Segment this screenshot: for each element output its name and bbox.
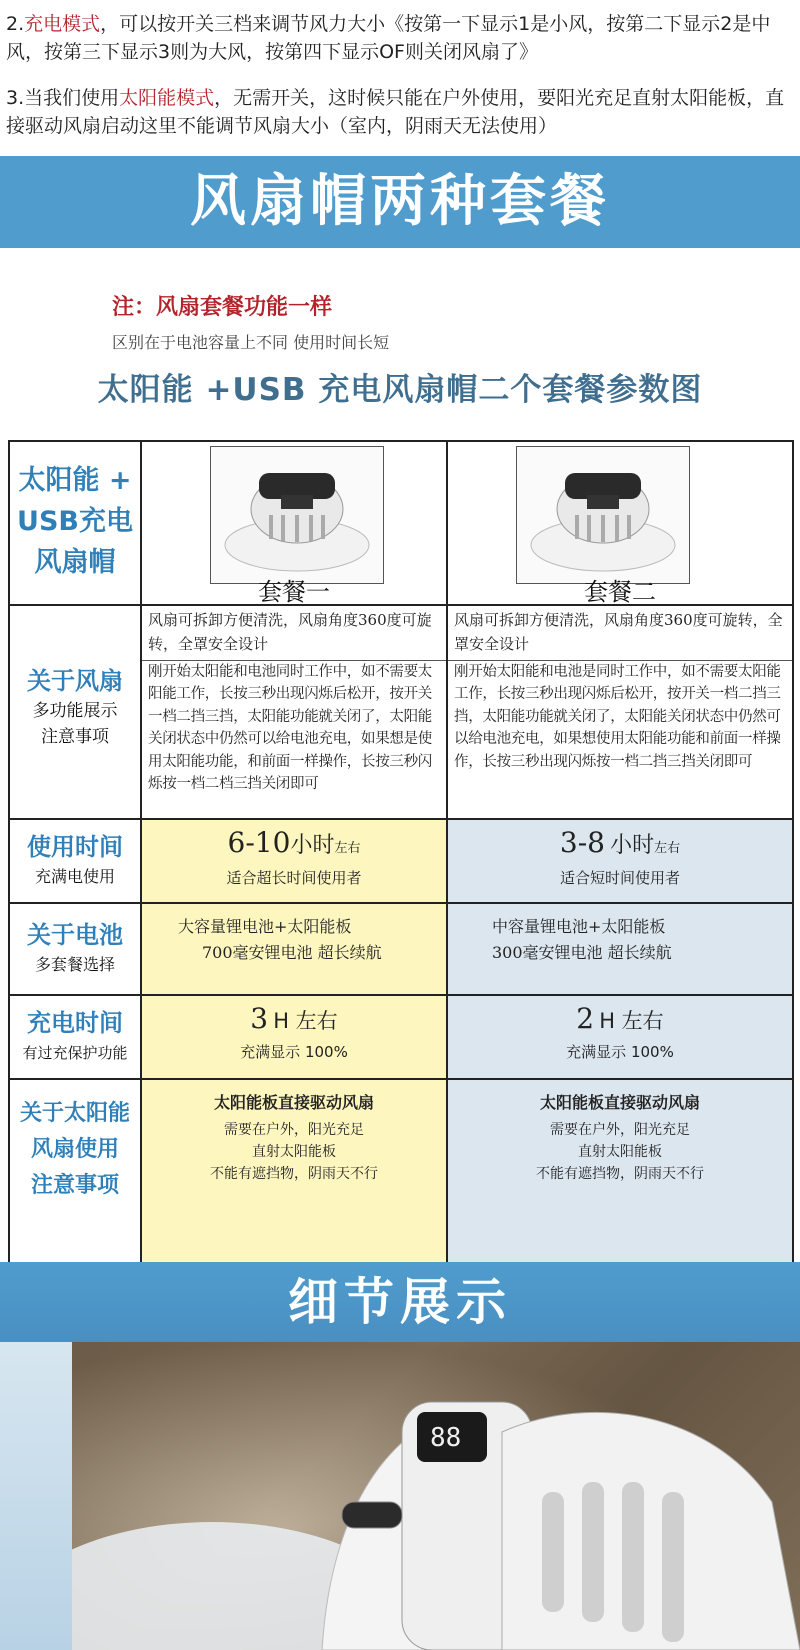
time-unit-1: 小时 [290,833,335,858]
charge-cell-1 [140,994,448,1080]
solar-label-cell [8,1078,142,1262]
time-suffix-2: 左右 [654,841,681,856]
banner-packages: 风扇帽两种套餐 [0,156,800,248]
solar-2-line-3: 不能有遮挡物，阴雨天不行 [536,1166,704,1182]
battery-1-line-1: 大容量锂电池+太阳能板 [178,917,352,936]
product-image-2 [516,446,690,584]
battery-2-line-1: 中容量锂电池+太阳能板 [492,917,666,936]
corner-line-3: 风扇帽 [34,547,116,578]
battery-label-main: 关于电池 [27,921,123,949]
time-value-2: 3-8 [559,826,605,859]
time-cell-1 [140,818,448,904]
line3-highlight: 太阳能模式 [119,87,215,109]
charge-label-main: 充电时间 [27,1009,123,1037]
fan-desc-top-2: 风扇可拆卸方便清洗，风扇角度360度可旋转，全罩安全设计 [454,611,783,653]
time-unit-2: 小时 [610,833,655,858]
fan-hat-icon [211,447,383,583]
line2-prefix: 2. [6,13,25,35]
svg-text:88: 88 [430,1423,462,1453]
package-2-name: 套餐二 [584,578,656,606]
solar-1-line-3: 不能有遮挡物，阴雨天不行 [210,1166,378,1182]
solar-title-1: 太阳能板直接驱动风扇 [213,1093,374,1112]
charge-label-sub: 有过充保护功能 [22,1044,128,1062]
battery-label-cell [8,902,142,996]
fan-desc-cell-2 [446,604,794,820]
line2-text: ，可以按开关三档来调节风力大小《按第一下显示1是小风，按第二下显示2是中风，按第三下显示3则为大风，按第四下显示OF则关闭风扇了》 [6,13,771,63]
time-value-1: 6-10 [227,826,291,859]
fan-desc-top-1: 风扇可拆卸方便清洗，风扇角度360度可旋转，全罩安全设计 [148,611,432,653]
battery-1-line-2: 700毫安锂电池 超长续航 [202,943,382,962]
line3-text: ，无需开关，这时候只能在户外使用，要阳光充足直射太阳能板，直接驱动风扇启动这里不能调节风扇大小（室内，阴雨天无法使用） [6,87,785,137]
time-suffix-1: 左右 [334,841,361,856]
battery-cell-1 [140,902,448,996]
battery-cell-2 [446,902,794,996]
solar-2-line-2: 直射太阳能板 [578,1144,662,1160]
fan-closeup-icon [72,1342,800,1650]
battery-label-sub: 多套餐选择 [34,955,115,974]
product-image-1 [210,446,384,584]
charge-unit-1: H 左右 [273,1009,338,1033]
fan-desc-cell-1 [140,604,448,820]
corner-label [10,442,140,583]
charge-desc-1: 充满显示 100% [240,1043,348,1061]
note-subtitle: 区别在于电池容量上不同 使用时间长短 [112,333,390,352]
line2-highlight: 充电模式 [24,13,101,35]
intro-line-3 [6,84,786,140]
package-1-name: 套餐一 [258,578,330,606]
solar-1-line-1: 需要在户外，阳光充足 [224,1122,364,1138]
time-desc-1: 适合超长时间使用者 [226,869,362,887]
fan-label-sub-2: 注意事项 [41,727,109,747]
solar-title-2: 太阳能板直接驱动风扇 [539,1093,700,1112]
solar-label-2: 风扇使用 [30,1137,119,1162]
solar-label-1: 关于太阳能 [19,1101,130,1126]
parameter-table [8,440,794,1262]
time-label-main: 使用时间 [27,833,123,861]
time-cell-2 [446,818,794,904]
fan-desc-body-2: 刚开始太阳能和电池是同时工作中，如不需要太阳能工作，长按三秒出现闪烁后松开，按开关一档二挡三挡，太阳能功能就关闭了，太阳能关闭状态中仍然可以给电池充电，如果想使用太阳能功能和前面一样操作，长按三秒出现闪烁按一档二挡三挡关闭即可 [454,664,781,770]
fan-hat-icon [517,447,689,583]
fan-desc-body-1: 刚开始太阳能和电池同时工作中，如不需要太阳能工作，长按三秒出现闪烁后松开，按开关一档二挡三挡，太阳能功能就关闭了，太阳能关闭状态中仍然可以给电池充电，如果想是使用太阳能功能，和前面一样操作，长按三秒闪烁按一档二档三挡关闭即可 [148,664,432,793]
charge-label-cell [8,994,142,1080]
solar-label-3: 注意事项 [30,1173,119,1198]
banner-details: 细节展示 [0,1262,800,1342]
intro-section [0,0,800,150]
intro-line-2 [6,10,786,66]
charge-cell-2 [446,994,794,1080]
fan-label-main: 关于风扇 [27,667,123,695]
charge-desc-2: 充满显示 100% [566,1043,674,1061]
time-label-sub: 充满电使用 [34,867,115,886]
charge-value-1: 3 [250,1002,269,1035]
battery-2-line-2: 300毫安锂电池 超长续航 [492,943,672,962]
detail-photo [72,1342,800,1650]
time-desc-2: 适合短时间使用者 [559,869,680,887]
charge-unit-2: H 左右 [599,1009,664,1033]
solar-1-line-2: 直射太阳能板 [252,1144,336,1160]
corner-cell [8,440,142,606]
fan-label-sub-1: 多功能展示 [32,701,118,721]
corner-line-1: 太阳能 + [18,465,132,496]
fan-label [10,606,140,750]
note-title: 注：风扇套餐功能一样 [112,295,333,320]
fan-label-cell [8,604,142,820]
time-label-cell [8,818,142,904]
solar-2-line-1: 需要在户外，阳光充足 [550,1122,690,1138]
package-2-header [446,440,794,606]
charge-value-2: 2 [576,1002,595,1035]
solar-cell-1 [140,1078,448,1262]
decorative-background [0,1342,72,1650]
solar-cell-2 [446,1078,794,1262]
line3-prefix: 3.当我们使用 [6,87,120,109]
corner-line-2: USB充电 [17,506,133,537]
package-1-header [140,440,448,606]
param-title: 太阳能 +USB 充电风扇帽二个套餐参数图 [97,372,703,408]
